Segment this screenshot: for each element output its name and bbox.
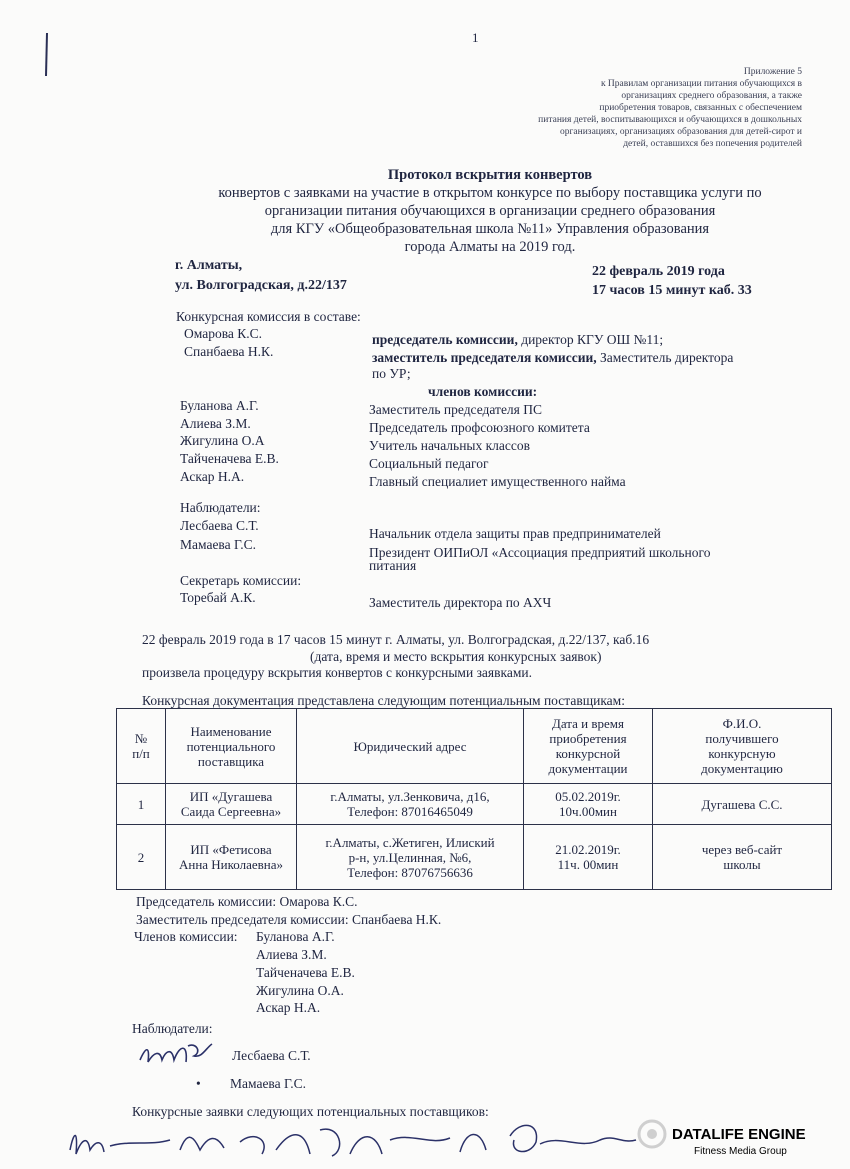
row-number: 2 bbox=[117, 825, 166, 890]
appendix-line: детей, оставшихся без попечения родителей bbox=[623, 139, 802, 149]
chair-role bbox=[372, 332, 663, 348]
cell-text: через веб-сайт bbox=[701, 842, 783, 857]
appendix-line: организациях, организациях образования для детей-сирот и bbox=[560, 127, 802, 137]
row-receiver bbox=[653, 825, 832, 890]
table-header-row bbox=[117, 709, 832, 784]
cell-text: г.Алматы, с.Жетиген, Илиский bbox=[325, 834, 495, 850]
member-role: Председатель профсоюзного комитета bbox=[369, 420, 590, 435]
member-name: Тайченачева Е.В. bbox=[180, 451, 279, 466]
cell-text: 05.02.2019г. bbox=[555, 789, 621, 804]
header-text: конкурсной bbox=[555, 746, 621, 761]
sign-observer: Лесбаева С.Т. bbox=[232, 1048, 311, 1063]
header-text: документации bbox=[548, 761, 628, 776]
title-heading: Протокол вскрытия конвертов bbox=[387, 167, 593, 183]
sign-observers-label: Наблюдатели: bbox=[132, 1021, 213, 1036]
footer-line: Конкурсные заявки следующих потенциальных поставщиков: bbox=[132, 1104, 489, 1119]
watermark-logo bbox=[636, 1118, 836, 1162]
header-receiver bbox=[653, 709, 832, 784]
observer-role-line2: питания bbox=[369, 558, 417, 573]
title-line: для КГУ «Общеобразовательная школа №11» Управления образования bbox=[270, 221, 710, 237]
member-name: Жигулина О.А bbox=[180, 433, 265, 448]
page-number: 1 bbox=[472, 30, 479, 45]
deputy-role-title: заместитель председателя комиссии, bbox=[372, 350, 597, 365]
observer-role: Начальник отдела защиты прав предпринимателей bbox=[369, 526, 661, 541]
cell-text: Телефон: 87076756636 bbox=[347, 864, 473, 880]
title-line: конвертов с заявками на участие в открытом конкурсе по выбору поставщика услуги по bbox=[218, 185, 762, 201]
header-text: получившего bbox=[705, 731, 779, 746]
members-heading: членов комиссии: bbox=[428, 384, 538, 399]
header-number bbox=[117, 709, 166, 784]
cell-text: г.Алматы, ул.Зенковича, д16, bbox=[330, 789, 490, 804]
sign-chair: Председатель комиссии: Омарова К.С. bbox=[136, 894, 358, 909]
header-text: Юридический адрес bbox=[353, 738, 467, 754]
table-caption: Конкурсная документация представлена следующим потенциальным поставщикам: bbox=[142, 693, 625, 708]
member-name: Буланова А.Г. bbox=[180, 398, 259, 413]
deputy-role-line2: по УР; bbox=[372, 366, 411, 381]
sign-member: Жигулина О.А. bbox=[256, 983, 344, 998]
suppliers-table bbox=[116, 708, 832, 890]
cell-text: Дугашева С.С. bbox=[701, 796, 783, 812]
appendix-line: к Правилам организации питания обучающихся в bbox=[600, 79, 802, 89]
cell-text: 21.02.2019г. bbox=[555, 842, 621, 857]
appendix-line: Приложение 5 bbox=[743, 67, 802, 77]
opening-line: 22 февраль 2019 года в 17 часов 15 минут г. Алматы, ул. Волгоградская, д.22/137, каб.16 bbox=[142, 632, 650, 647]
document-title bbox=[150, 166, 830, 256]
watermark-subtitle: Fitness Media Group bbox=[694, 1146, 787, 1157]
header-text: Наименование bbox=[190, 723, 272, 739]
appendix-line: питания детей, воспитывающихся и обучающихся в дошкольных bbox=[538, 115, 802, 125]
chair-role-title: председатель комиссии, bbox=[372, 332, 518, 347]
member-name: Алиева З.М. bbox=[180, 416, 251, 431]
secretary-heading: Секретарь комиссии: bbox=[180, 573, 302, 588]
row-address bbox=[297, 784, 524, 825]
sign-observer-bullet: • bbox=[196, 1076, 201, 1091]
member-role: Учитель начальных классов bbox=[369, 438, 531, 453]
secretary-name: Торебай А.К. bbox=[180, 590, 256, 605]
table-row bbox=[117, 784, 832, 825]
cell-text: ИП «Фетисова bbox=[190, 842, 272, 857]
cell-text: Саида Сергеевна» bbox=[180, 804, 282, 819]
deputy-role bbox=[372, 350, 733, 366]
observer-role: Президент ОИПиОЛ «Ассоциация предприятий школьного bbox=[369, 545, 711, 560]
cell-text: 10ч.00мин bbox=[559, 804, 617, 819]
cell-text: ИП «Дугашева bbox=[189, 789, 273, 804]
header-datetime bbox=[524, 709, 653, 784]
header-text: документацию bbox=[701, 761, 783, 776]
header-text: Дата и время bbox=[552, 716, 624, 731]
cell-text: 11ч. 00мин bbox=[557, 857, 619, 872]
secretary-role: Заместитель директора по АХЧ bbox=[369, 595, 552, 610]
header-text: конкурсную bbox=[708, 746, 776, 761]
cell-text: Телефон: 87016465049 bbox=[347, 804, 473, 819]
place-city: г. Алматы, bbox=[175, 258, 243, 273]
row-address bbox=[297, 825, 524, 890]
observer-name: Мамаева Г.С. bbox=[180, 537, 257, 552]
cell-text: школы bbox=[723, 857, 761, 872]
cell-text: Анна Николаевна» bbox=[178, 857, 284, 872]
chair-role-position: директор КГУ ОШ №11; bbox=[517, 332, 664, 347]
sign-member: Буланова А.Г. bbox=[256, 929, 335, 944]
member-role: Социальный педагог bbox=[369, 456, 489, 471]
table-row bbox=[117, 825, 832, 890]
deputy-role-position: Заместитель директора bbox=[596, 350, 734, 365]
header-text: приобретения bbox=[549, 731, 627, 746]
header-text: потенциального bbox=[186, 738, 276, 754]
header-text: № bbox=[134, 731, 148, 746]
header-text: Ф.И.О. bbox=[722, 716, 762, 731]
row-receiver bbox=[653, 784, 832, 825]
header-supplier bbox=[166, 709, 297, 784]
appendix-note bbox=[472, 66, 802, 150]
title-line: города Алматы на 2019 год. bbox=[404, 239, 576, 255]
meeting-time: 17 часов 15 минут каб. 33 bbox=[592, 283, 752, 298]
observers-heading: Наблюдатели: bbox=[180, 500, 261, 515]
watermark-title: DATALIFE ENGINE bbox=[672, 1126, 806, 1143]
handwritten-signature bbox=[136, 1038, 226, 1070]
observer-name: Лесбаева С.Т. bbox=[180, 518, 259, 533]
opening-note: (дата, время и место вскрытия конкурсных заявок) bbox=[310, 649, 602, 664]
member-role: Главный специалиет имущественного найма bbox=[369, 474, 626, 489]
header-text: п/п bbox=[132, 746, 150, 761]
chair-name: Омарова К.С. bbox=[184, 326, 263, 341]
appendix-line: организациях среднего образования, а также bbox=[621, 91, 802, 101]
sign-observer: Мамаева Г.С. bbox=[230, 1076, 307, 1091]
deputy-name: Спанбаева Н.К. bbox=[184, 344, 274, 359]
place-street: ул. Волгоградская, д.22/137 bbox=[175, 278, 347, 293]
sign-member: Алиева З.М. bbox=[256, 947, 327, 962]
sign-member: Тайченачева Е.В. bbox=[256, 965, 355, 980]
margin-pen-mark bbox=[44, 32, 49, 77]
row-supplier bbox=[166, 825, 297, 890]
cell-text: р-н, ул.Целинная, №6, bbox=[348, 849, 472, 865]
commission-intro: Конкурсная комиссия в составе: bbox=[176, 309, 361, 324]
appendix-line: приобретения товаров, связанных с обеспечением bbox=[599, 103, 802, 113]
title-line: организации питания обучающихся в организации среднего образования bbox=[264, 203, 716, 219]
row-supplier bbox=[166, 784, 297, 825]
row-datetime bbox=[524, 784, 653, 825]
header-address bbox=[297, 709, 524, 784]
sign-deputy: Заместитель председателя комиссии: Спанбаева Н.К. bbox=[136, 912, 442, 927]
meeting-date: 22 февраль 2019 года bbox=[592, 264, 725, 279]
row-number: 1 bbox=[117, 784, 166, 825]
member-role: Заместитель председателя ПС bbox=[369, 402, 543, 417]
opening-result: произвела процедуру вскрытия конвертов с конкурсными заявками. bbox=[142, 665, 532, 680]
row-datetime bbox=[524, 825, 653, 890]
sign-member: Аскар Н.А. bbox=[256, 1000, 321, 1015]
header-text: поставщика bbox=[197, 753, 265, 769]
member-name: Аскар Н.А. bbox=[180, 469, 245, 484]
sign-members-label: Членов комиссии: bbox=[134, 929, 238, 944]
